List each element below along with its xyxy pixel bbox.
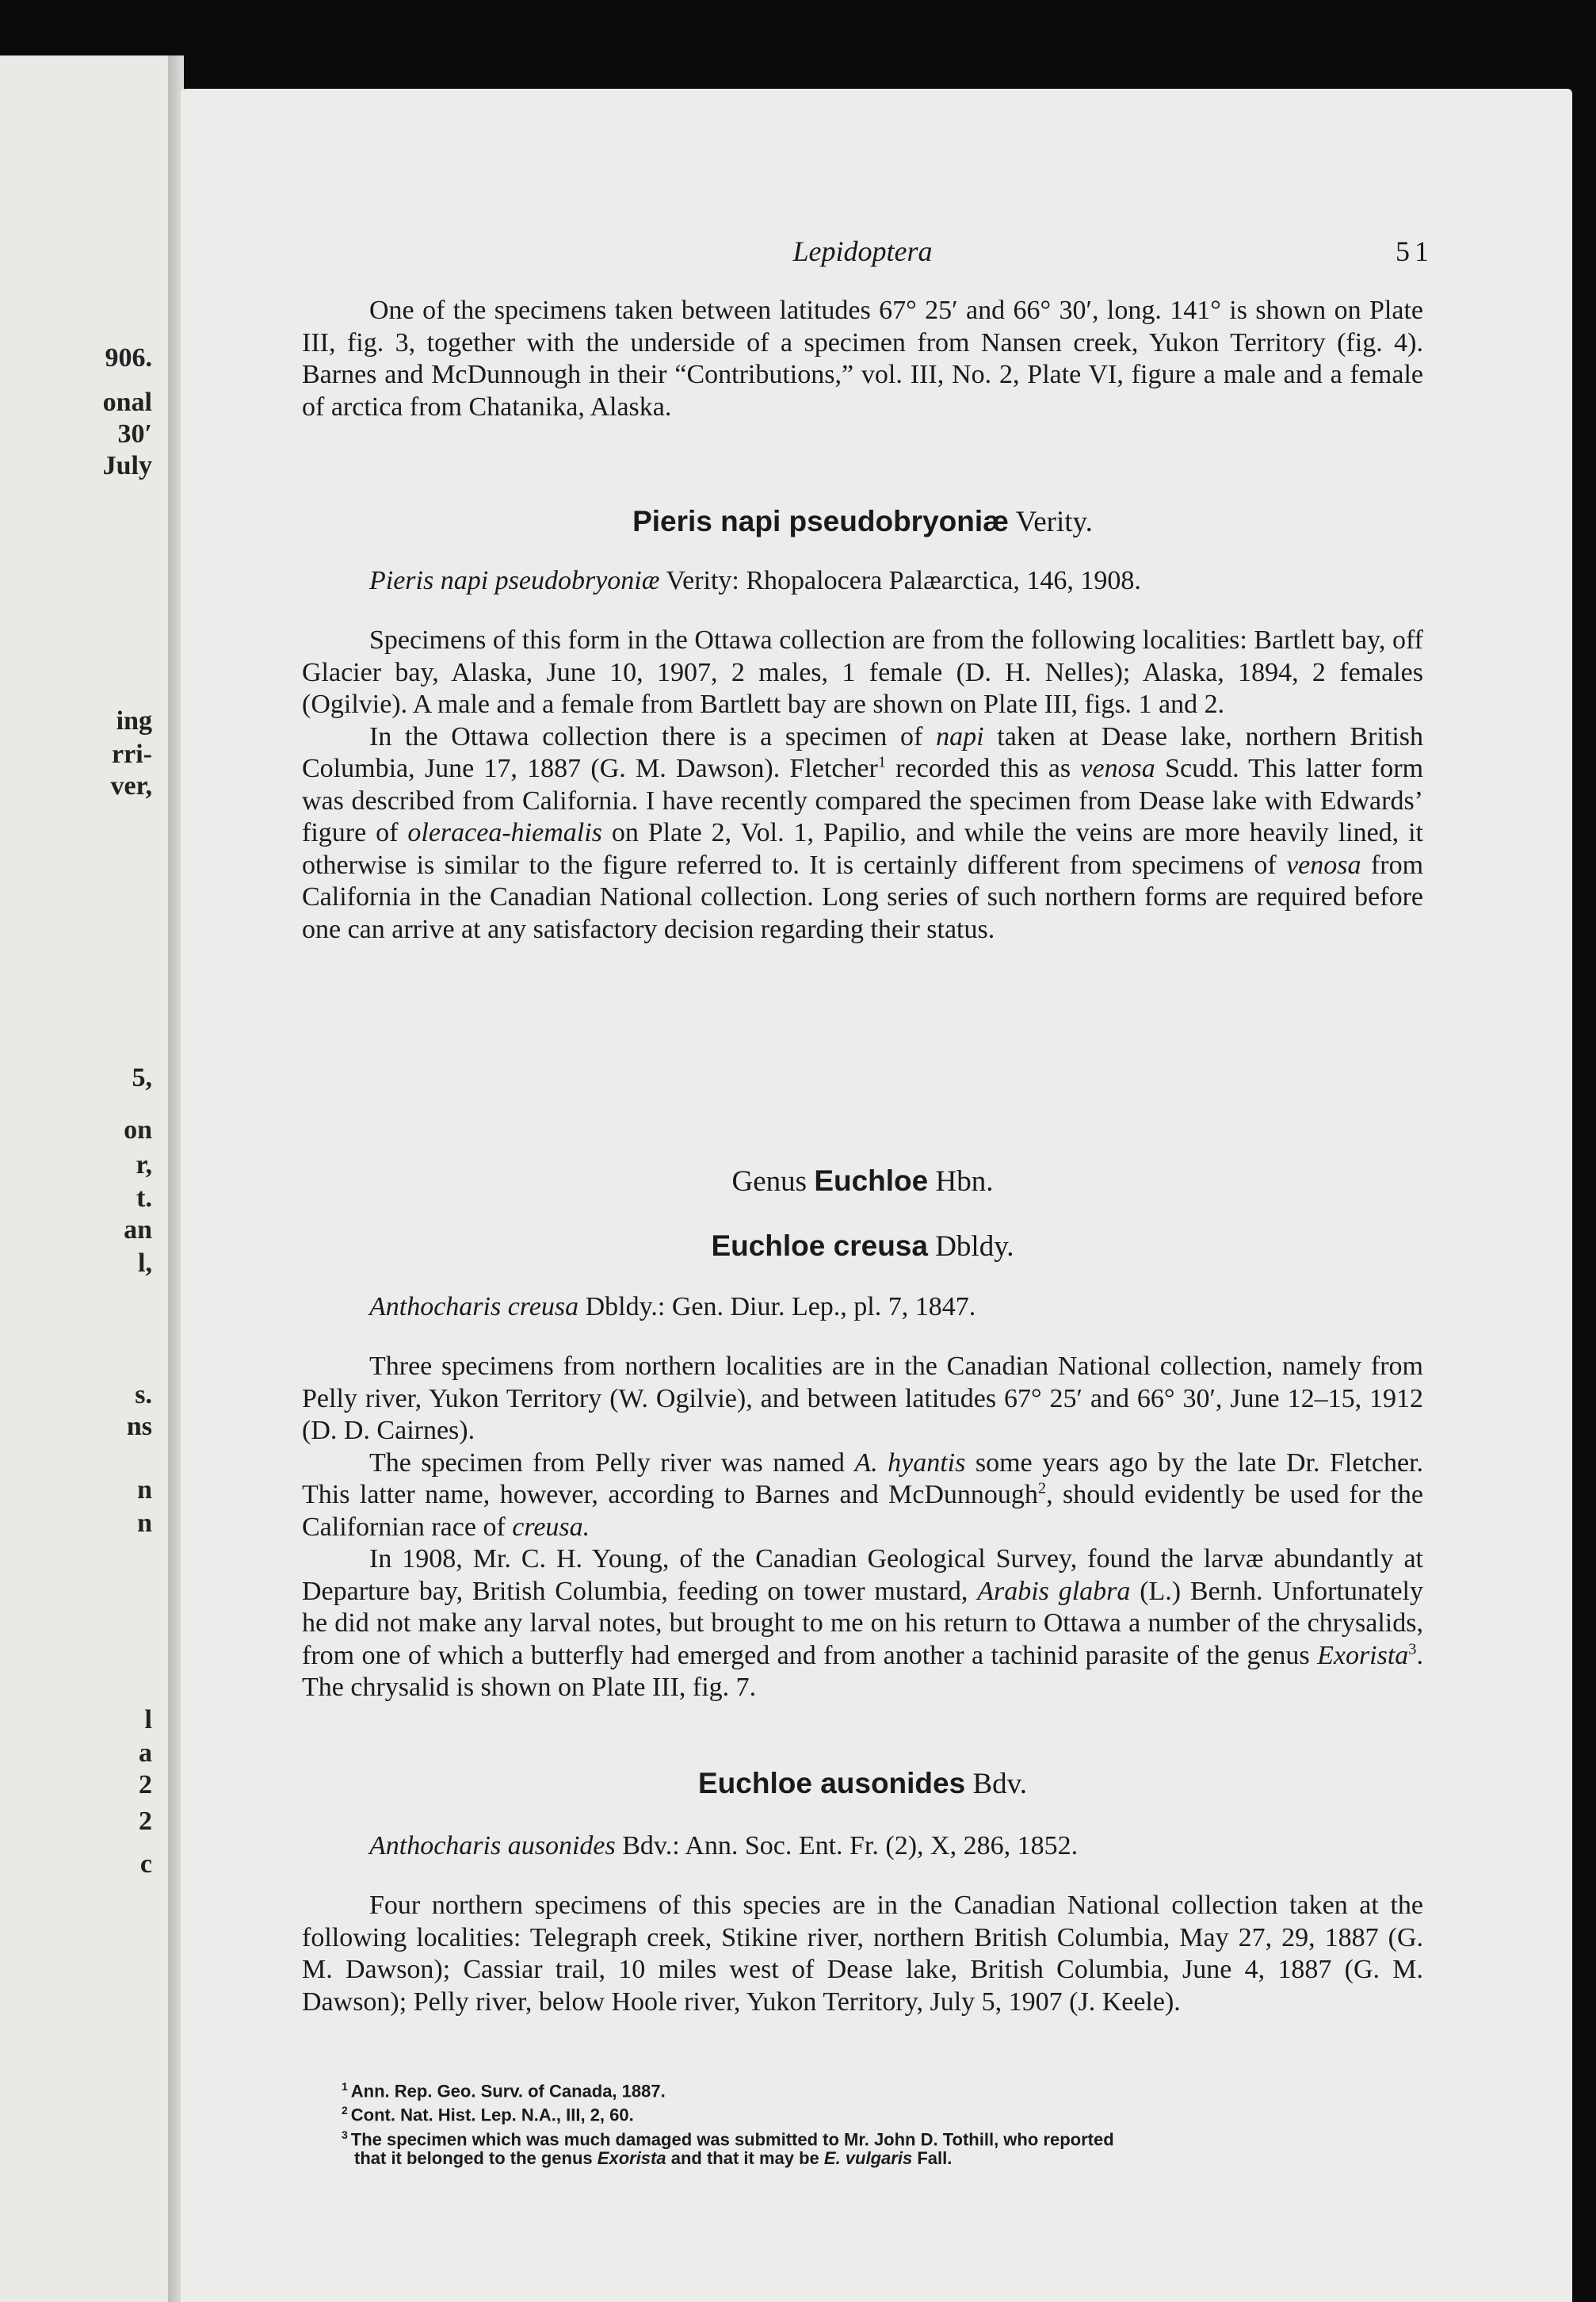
species-author: Verity. xyxy=(1015,506,1093,538)
left-fragment: ns xyxy=(126,1412,152,1441)
footnote-ref: 1 xyxy=(877,753,887,771)
genus-name: Euchloe xyxy=(814,1164,929,1197)
citation: Anthocharis creusa Dbldy.: Gen. Diur. Lep., pl. 7, 1847. xyxy=(369,1292,976,1321)
citation: Anthocharis ausonides Bdv.: Ann. Soc. Ent. Fr. (2), X, 286, 1852. xyxy=(369,1831,1079,1860)
species-author: Bdv. xyxy=(972,1768,1027,1800)
left-fragment: a xyxy=(139,1738,152,1768)
species-author: Dbldy. xyxy=(935,1230,1014,1263)
left-fragment: July xyxy=(102,451,152,480)
citation-napi xyxy=(302,564,1423,598)
left-fragment: r, xyxy=(136,1150,152,1180)
section-ausonides xyxy=(302,1765,1423,1803)
paragraph: In the Ottawa collection there is a specimen of napi taken at Dease lake, northern British Columbia, June 17, 1887 (G. M. Dawson). Fletcher$^1$ recorded this as venosa Scudd. This latter form was described from California. I have recently compared the specimen from Dease lake with Edwards’ figure of oleracea-hiemalis on Plate 2, Vol. 1, Papilio, and while the veins are more heavily lined, it otherwise is similar to the figure referred to. It is certainly different from specimens of venosa from California in the Canadian National collection. Long series of such northern forms are required before one can arrive at any satisfactory decision regarding their status. xyxy=(302,721,1424,944)
left-fragment: on xyxy=(124,1115,152,1145)
left-fragment: n xyxy=(137,1509,152,1538)
left-fragment: t. xyxy=(136,1184,152,1213)
footnote-ref: 3 xyxy=(1408,1640,1417,1658)
left-fragment: 5, xyxy=(132,1063,152,1092)
section-creusa xyxy=(302,1227,1423,1266)
page xyxy=(181,89,1572,2302)
left-fragment: ver, xyxy=(110,771,152,801)
species-name: Euchloe ausonides xyxy=(698,1767,966,1799)
left-fragment: onal xyxy=(102,388,152,417)
left-fragment: l xyxy=(144,1705,152,1734)
citation: Pieris napi pseudobryoniæ Verity: Rhopalocera Palæarctica, 146, 1908. xyxy=(369,566,1141,595)
running-title: Lepidoptera xyxy=(792,235,933,267)
genus-heading: Genus Euchloe Hbn. xyxy=(731,1164,994,1198)
citation-ausonides xyxy=(302,1830,1423,1863)
citation-creusa xyxy=(302,1291,1423,1324)
paragraph: Four northern specimens of this species are in the Canadian National collection taken at the following localities: Telegraph creek, Stikine river, northern British Columbia, May 27, 29, 1887 (G. M. Dawson); Cassiar trail, 10 miles west of Dease lake, British Columbia, June 4, 1887 (G. M. Dawson); Pelly river, below Hoole river, Yukon Territory, July 5, 1907 (J. Keele). xyxy=(302,1891,1423,2017)
genus-heading-block xyxy=(302,1162,1423,1201)
footnotes xyxy=(302,2077,1423,2168)
left-fragment: rri- xyxy=(112,740,152,769)
section-napi xyxy=(302,503,1423,541)
left-fragment: l, xyxy=(138,1249,152,1278)
napi-paragraphs xyxy=(302,625,1423,946)
left-fragment: ing xyxy=(116,706,152,736)
left-fragment: s. xyxy=(135,1380,152,1409)
paragraph: Specimens of this form in the Ottawa collection are from the following localities: Bartlett bay, off Glacier bay, Alaska, June 10, 1907, 2 males, 1 female (D. H. Nelles); Alaska, 1894, 2 females (Ogilvie). A male and a female from Bartlett bay are shown on Plate III, figs. 1 and 2. xyxy=(302,625,1423,719)
left-fragment: an xyxy=(124,1215,152,1245)
intro-paragraph: One of the specimens taken between latitudes 67° 25′ and 66° 30′, long. 141° is shown on Plate III, fig. 3, together with the underside of a specimen from Nansen creek, Yukon Territory (fig. 4). Barnes and McDunnough in their “Contributions,” vol. III, No. 2, Plate VI, figure a male and a female of arctica from Chatanika, Alaska. xyxy=(302,296,1423,422)
intro-paragraph-block xyxy=(302,295,1423,423)
footnote: $^2$ Cont. Nat. Hist. Lep. N.A., III, 2, 60. xyxy=(342,2104,634,2125)
footnote: $^3$ The specimen which was much damaged was submitted to Mr. John D. Tothill, who reported that it belonged to the genus Exorista and that it may be E. vulgaris Fall. xyxy=(342,2128,1114,2168)
left-page-edge xyxy=(0,55,168,2302)
species-heading xyxy=(302,1227,1423,1266)
page-number: 51 xyxy=(1396,235,1434,267)
species-heading xyxy=(302,503,1423,541)
footnote: $^1$ Ann. Rep. Geo. Surv. of Canada, 1887. xyxy=(342,2080,666,2101)
left-fragment: 906. xyxy=(105,343,152,373)
creusa-paragraphs xyxy=(302,1351,1423,1704)
left-fragment: 2 xyxy=(139,1807,152,1836)
left-fragment: 30′ xyxy=(117,419,152,449)
species-name: Pieris napi pseudobryoniæ xyxy=(632,505,1010,537)
ausonides-paragraphs xyxy=(302,1890,1423,2018)
footnote-ref: 2 xyxy=(1037,1479,1047,1497)
running-head xyxy=(302,235,1434,274)
left-fragment: 2 xyxy=(139,1770,152,1799)
left-fragment: c xyxy=(139,1849,152,1879)
species-name: Euchloe creusa xyxy=(711,1229,928,1262)
left-fragment: n xyxy=(137,1475,152,1505)
paragraph: The specimen from Pelly river was named A. hyantis some years ago by the late Dr. Fletcher. This latter name, however, according to Barnes and McDunnough$^2$, should evidently be used for the Californian race of creusa. xyxy=(302,1447,1424,1542)
paragraph: In 1908, Mr. C. H. Young, of the Canadian Geological Survey, found the larvæ abundantly at Departure bay, British Columbia, feeding on tower mustard, Arabis glabra (L.) Bernh. Unfortunately he did not make any larval notes, but brought to me on his return to Ottawa a number of the chrysalids, from one of which a butterfly had emerged and from another a tachinid parasite of the genus Exorista$^3$. The chrysalid is shown on Plate III, fig. 7. xyxy=(302,1544,1423,1702)
species-heading xyxy=(302,1765,1423,1803)
paragraph: Three specimens from northern localities are in the Canadian National collection, namely from Pelly river, Yukon Territory (W. Ogilvie), and between latitudes 67° 25′ and 66° 30′, June 12–15, 1912 (D. D. Cairnes). xyxy=(302,1352,1423,1445)
